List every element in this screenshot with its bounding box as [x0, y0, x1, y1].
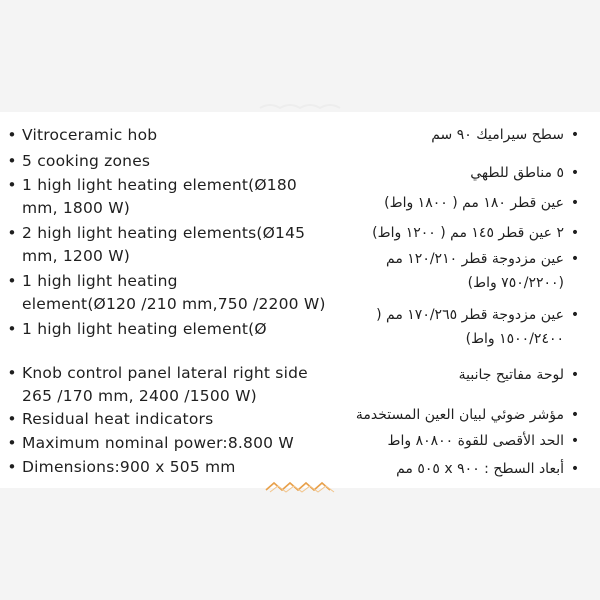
bullet: • — [570, 251, 580, 267]
decorative-ornament-top — [250, 96, 350, 112]
bullet: • — [7, 224, 17, 242]
bullet: • — [570, 307, 580, 323]
bullet: • — [7, 434, 17, 452]
bullet: • — [570, 225, 580, 241]
bullet: • — [7, 410, 17, 428]
bullet: • — [7, 458, 17, 476]
bullet: • — [7, 126, 17, 144]
bullet: • — [570, 407, 580, 423]
bullet: • — [570, 127, 580, 143]
bullet: • — [570, 433, 580, 449]
decorative-ornament-bottom — [262, 478, 338, 494]
bullet: • — [7, 152, 17, 170]
bullet: • — [570, 165, 580, 181]
bullet: • — [7, 364, 17, 382]
bullet: • — [570, 367, 580, 383]
bullet: • — [7, 272, 17, 290]
bullet: • — [570, 461, 580, 477]
bullet: • — [7, 320, 17, 338]
bottom-band — [0, 488, 600, 600]
bullet: • — [7, 176, 17, 194]
bullet: • — [570, 195, 580, 211]
